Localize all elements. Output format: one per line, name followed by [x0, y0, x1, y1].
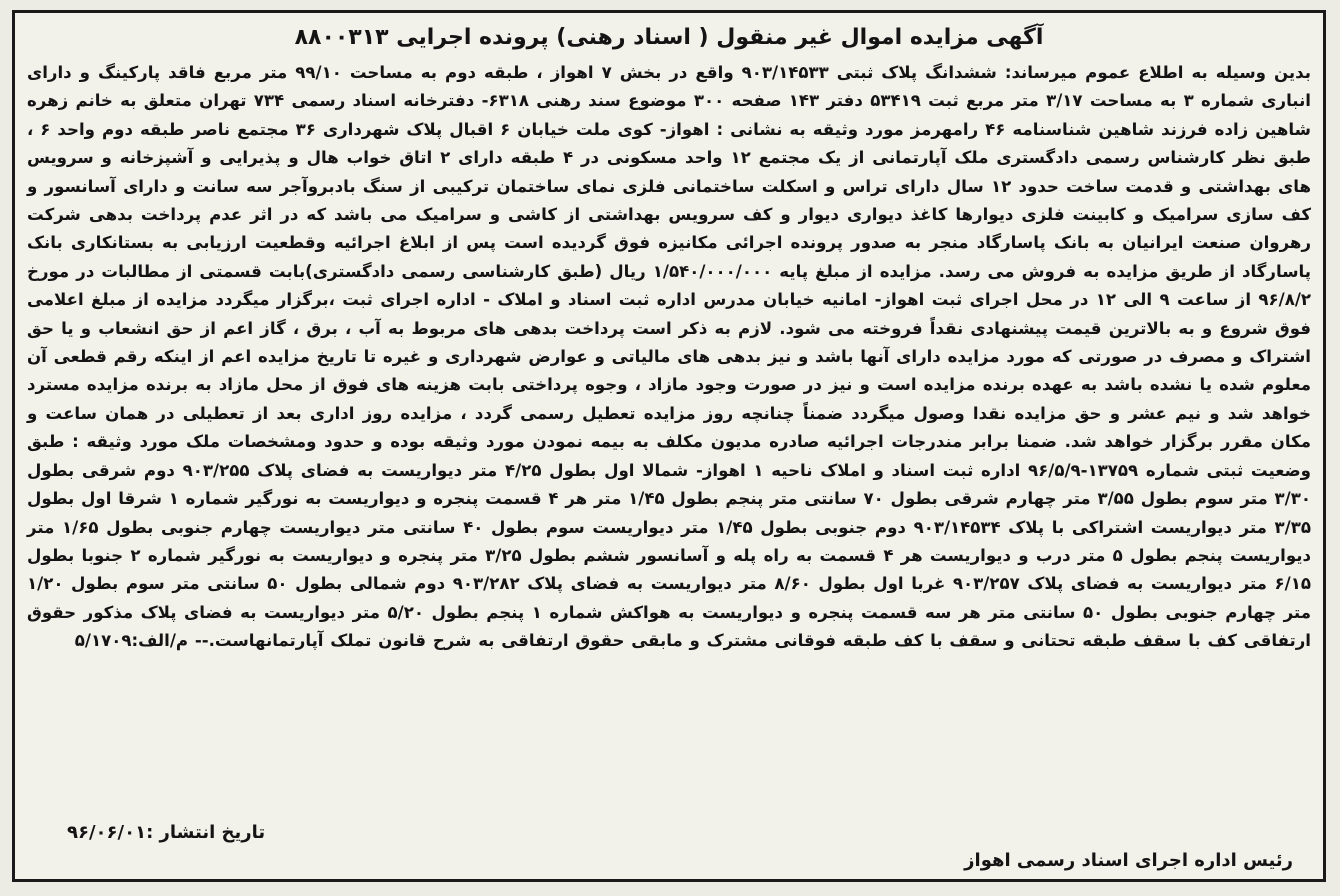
notice-box: [12, 10, 1326, 882]
notice-body: بدین وسیله به اطلاع عموم میرساند: ششدانگ پلاک ثبتی ۹۰۳/۱۴۵۳۳ واقع در بخش ۷ اهواز ، طبقه دوم به مساحت ۹۹/۱۰ متر مربع فاقد پارکینگ و دارای انباری شماره ۳ به مساحت ۳/۱۷ متر مربع ثبت ۵۳۴۱۹ دفتر ۱۴۳ صفحه ۳۰۰ موضوع سند رهنی ۶۳۱۸- دفترخانه اسناد رسمی ۷۳۴ تهران متعلق به خانم زهره شاهین زاده فرزند شاهین شناسنامه ۴۶ رامهرمز مورد وثیقه به نشانی : اهواز- کوی ملت خیابان ۶ اقبال پلاک شهرداری ۳۶ مجتمع ناصر طبقه دوم واحد ۶ ، طبق نظر کارشناس رسمی دادگستری ملک آپارتمانی از یک مجتمع ۱۲ واحد مسکونی در ۴ طبقه دارای ۲ اتاق خواب هال و پذیرایی و آشپزخانه و سرویس های بهداشتی و قدمت ساخت حدود ۱۲ سال دارای تراس و اسکلت ساختمانی فلزی نمای ساختمان ترکیبی از سنگ بادبروآجر سه سانت و دارای آسانسور و کف سازی سرامیک و کابینت فلزی دیوارها کاغذ دیواری دیوار و کف سرویس بهداشتی از کاشی و سرامیک می باشد که در اثر عدم پرداخت بدهی شرکت رهروان صنعت ایرانیان به بانک پاسارگاد منجر به صدور پرونده اجرائی مکانیزه فوق گردیده است پس از ابلاغ اجرائیه وقطعیت ارزیابی به بستانکاری بانک پاسارگاد از طریق مزایده به فروش می رسد. مزایده از مبلغ پایه ۱/۵۴۰/۰۰۰/۰۰۰ ریال (طبق کارشناسی رسمی دادگستری)بابت قسمتی از مطالبات در مورخ ۹۶/۸/۲ از ساعت ۹ الی ۱۲ در محل اجرای ثبت اهواز- امانیه خیابان مدرس اداره ثبت اسناد و املاک - اداره اجرای ثبت ،برگزار میگردد مزایده از مبلغ اعلامی فوق شروع و به بالاترین قیمت پیشنهادی نقداً فروخته می شود. لازم به ذکر است پرداخت بدهی های مربوط به آب ، برق ، گاز اعم از حق انشعاب و یا حق اشتراک و مصرف در صورتی که مورد مزایده دارای آنها باشد و نیز بدهی های مالیاتی و عوارض شهرداری و غیره تا تاریخ مزایده اعم از اینکه رقم قطعی آن معلوم شده یا نشده باشد به عهده برنده مزایده است و نیز در صورت وجود مازاد ، وجوه پرداختی بابت هزینه های فوق از محل مازاد به برنده مزایده مسترد خواهد شد و نیم عشر و حق مزایده نقدا وصول میگردد ضمناً چنانچه روز مزایده تعطیل رسمی گردد ، مزایده روز اداری بعد از تعطیلی در همان ساعت و مکان مقرر برگزار خواهد شد. ضمنا برابر مندرجات اجرائیه صادره مدیون مکلف به بیمه نمودن مورد وثیقه بوده و حدود ومشخصات ملک مورد وثیقه : طبق وضعیت ثبتی شماره ۱۳۷۵۹-۹۶/۵/۹ اداره ثبت اسناد و املاک ناحیه ۱ اهواز- شمالا اول بطول ۴/۲۵ متر دیواریست به فضای پلاک ۹۰۳/۲۵۵ دوم شرقی بطول ۳/۳۰ متر سوم بطول ۳/۵۵ متر چهارم شرقی بطول ۷۰ سانتی متر پنجم بطول ۱/۴۵ متر هر ۴ قسمت پنجره و دیواریست به نورگیر شماره ۱ شرقا اول بطول ۳/۳۵ متر دیواریست اشتراکی با پلاک ۹۰۳/۱۴۵۳۴ دوم جنوبی بطول ۱/۴۵ متر دیواریست سوم بطول ۴۰ سانتی متر دیواریست چهارم جنوبی بطول ۱/۶۵ متر دیواریست پنجم بطول ۵ متر درب و دیواریست هر ۴ قسمت به راه پله و آسانسور ششم بطول ۳/۲۵ متر پنجره و دیواریست به نورگیر شماره ۲ جنوبا بطول ۶/۱۵ متر دیواریست به فضای پلاک ۹۰۳/۲۵۷ غربا اول بطول ۸/۶۰ متر دیواریست به فضای پلاک ۹۰۳/۲۸۲ دوم شمالی بطول ۵۰ سانتی متر سوم بطول ۱/۲۰ متر چهارم جنوبی بطول ۵۰ سانتی متر هر سه قسمت پنجره و دیواریست به هواکش شماره ۱ پنجم بطول ۵/۲۰ متر دیواریست به فضای پلاک مذکور حقوق ارتفاقی کف با سقف طبقه تحتانی و سقف با کف طبقه فوقانی مشترک و مابقی حقوق ارتفاقی به شرح قانون تملک آپارتمانهاست.-- م/الف:۵/۱۷۰۹: [27, 63, 1312, 651]
notice-title: آگهی مزایده اموال غیر منقول ( اسناد رهنی) پرونده اجرایی ۸۸۰۰۳۱۳: [294, 25, 1044, 50]
signer-title: رئیس اداره اجرای اسناد رسمی اهواز: [964, 850, 1293, 871]
publish-date: تاریخ انتشار :۹۶/۰۶/۰۱: [67, 822, 266, 843]
notice-footer: [27, 815, 1311, 875]
